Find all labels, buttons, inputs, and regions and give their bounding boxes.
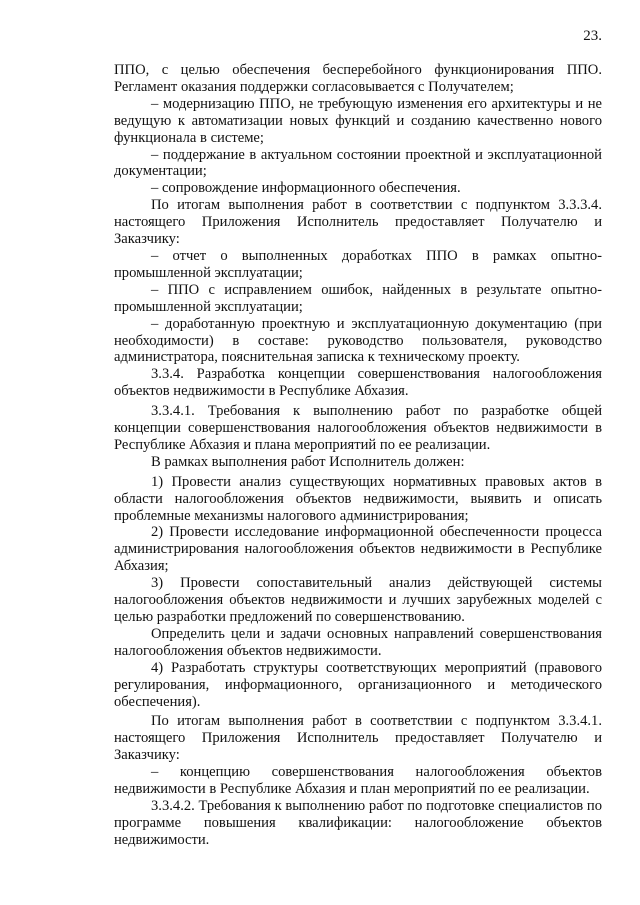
paragraph: Определить цели и задачи основных направлений совершенствования налогообложения объектов недвижимости.: [114, 625, 602, 659]
section-heading: 3.3.4.1. Требования к выполнению работ по разработке общей концепции совершенствования налогообложения объектов недвижимости в Республике Абхазия и плана мероприятий по ее реализации.: [114, 403, 602, 453]
list-item: – сопровождение информационного обеспечения.: [151, 180, 461, 197]
paragraph: По итогам выполнения работ в соответствии с подпунктом 3.3.4.1. настоящего Приложения Исполнитель предоставляет Получателю и Заказчику:: [114, 713, 602, 764]
section-heading: 3.3.4. Разработка концепции совершенствования налогообложения объектов недвижимости в Республике Абхазия.: [114, 366, 602, 400]
paragraph: В рамках выполнения работ Исполнитель должен:: [151, 453, 465, 470]
paragraph: По итогам выполнения работ в соответствии с подпунктом 3.3.3.4. настоящего Приложения Исполнитель предоставляет Получателю и Заказчику:: [114, 197, 602, 248]
page-number: 23.: [583, 28, 602, 44]
list-item: 1) Провести анализ существующих нормативных правовых актов в области налогообложения объектов недвижимости, выявить и описать проблемные механизмы налогового администрирования;: [114, 473, 602, 524]
list-item: – поддержание в актуальном состоянии проектной и эксплуатационной документации;: [114, 146, 602, 180]
list-item: – модернизацию ППО, не требующую изменения его архитектуры и не ведущую к автоматизации новых функций и созданию качественно нового функционала в системе;: [114, 95, 602, 146]
list-item: 3) Провести сопоставительный анализ действующей системы налогообложения объектов недвижимости и лучших зарубежных моделей с целью разработки предложений по совершенствованию.: [114, 575, 602, 625]
list-item: 2) Провести исследование информационной обеспеченности процесса администрирования налогообложения объектов недвижимости в Республике Абхазия;: [114, 524, 602, 575]
section-heading: 3.3.4.2. Требования к выполнению работ по подготовке специалистов по программе повышения квалификации: налогообложение объектов недвижимости.: [114, 797, 602, 848]
list-item: – доработанную проектную и эксплуатационную документацию (при необходимости) в составе: руководство пользователя, руководство администратора, пояснительная записка к техническому проекту.: [114, 315, 602, 366]
list-item: – концепцию совершенствования налогообложения объектов недвижимости в Республике Абхазия и план мероприятий по ее реализации.: [114, 764, 602, 798]
list-item: – отчет о выполненных доработках ППО в рамках опытно-промышленной эксплуатации;: [114, 247, 602, 281]
document-body: [114, 62, 602, 849]
list-item: 4) Разработать структуры соответствующих мероприятий (правового регулирования, информационного, организационного и методического обеспечения).: [114, 659, 602, 710]
list-item: – ППО с исправлением ошибок, найденных в результате опытно-промышленной эксплуатации;: [114, 281, 602, 315]
paragraph: ППО, с целью обеспечения бесперебойного функционирования ППО. Регламент оказания поддержки согласовывается с Получателем;: [114, 62, 602, 95]
